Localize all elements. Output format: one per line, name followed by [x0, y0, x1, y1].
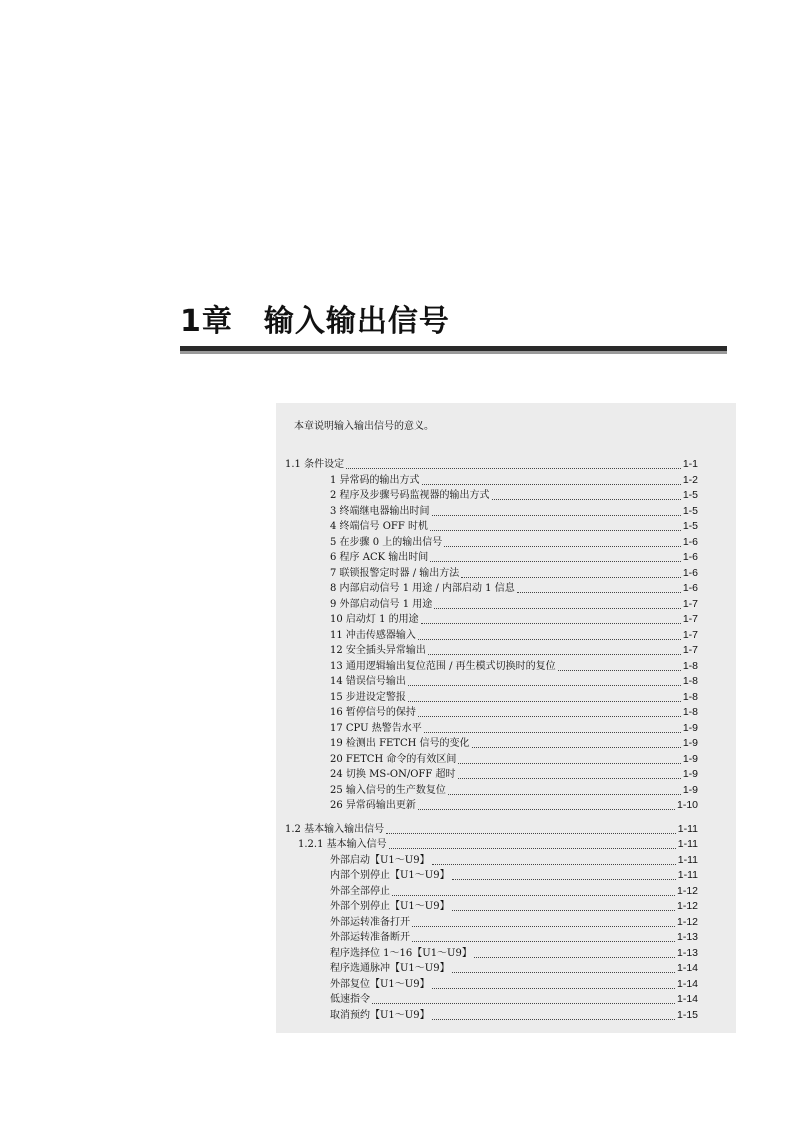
- table-of-contents: [276, 403, 736, 1033]
- toc-entry-page: 1-11: [677, 822, 698, 835]
- toc-entry-page: 1-7: [682, 597, 698, 610]
- toc-leader-dots: [458, 768, 681, 779]
- toc-leader-dots: [461, 567, 681, 578]
- toc-entry[interactable]: [330, 628, 698, 643]
- toc-entry-page: 1-8: [682, 675, 698, 687]
- toc-entry[interactable]: [330, 853, 698, 868]
- toc-leader-dots: [452, 900, 675, 911]
- toc-leader-dots: [389, 838, 676, 849]
- toc-leader-dots: [392, 885, 675, 896]
- toc-entry[interactable]: [330, 488, 698, 503]
- title-rule-shadow: [180, 351, 727, 354]
- toc-entry-page: 1-11: [677, 853, 698, 866]
- toc-entry-page: 1-11: [677, 838, 698, 850]
- toc-entry[interactable]: [330, 643, 698, 658]
- toc-entry[interactable]: [330, 705, 698, 720]
- toc-leader-dots: [558, 660, 681, 671]
- toc-entry-label: 1.1 条件设定: [285, 459, 345, 470]
- toc-leader-dots: [517, 582, 681, 593]
- toc-leader-dots: [458, 753, 680, 764]
- toc-leader-dots: [474, 947, 675, 958]
- toc-entry-label: 外部运转准备打开: [330, 916, 410, 928]
- toc-entry[interactable]: [330, 767, 698, 782]
- toc-leader-dots: [408, 675, 681, 686]
- toc-entry[interactable]: [330, 550, 698, 565]
- toc-leader-dots: [430, 551, 681, 562]
- toc-intro: 本章说明输入输出信号的意义。: [294, 421, 434, 432]
- toc-entry-page: 1-13: [676, 931, 698, 943]
- toc-entry-label: 24 切换 MS-ON/OFF 超时: [330, 769, 456, 780]
- toc-leader-dots: [432, 854, 676, 865]
- toc-leader-dots: [444, 536, 681, 547]
- toc-entry-label: 6 程序 ACK 输出时间: [330, 552, 429, 563]
- toc-entry[interactable]: [330, 798, 698, 813]
- toc-entry-label: 13 通用逻辑输出复位范围 / 再生模式切换时的复位: [330, 660, 556, 672]
- toc-entry-page: 1-9: [682, 768, 698, 780]
- toc-entry-page: 1-6: [682, 566, 698, 579]
- toc-entry-page: 1-5: [682, 489, 698, 501]
- toc-leader-dots: [452, 962, 675, 973]
- toc-entry[interactable]: [330, 946, 698, 961]
- toc-entry-page: 1-11: [677, 869, 698, 881]
- toc-leader-dots: [430, 520, 681, 531]
- toc-entry-label: 16 暂停信号的保持: [330, 707, 416, 718]
- toc-entry-page: 1-10: [676, 799, 698, 811]
- toc-entry[interactable]: [330, 690, 698, 705]
- toc-entry[interactable]: [330, 884, 698, 899]
- toc-entry-page: 1-5: [682, 504, 698, 517]
- toc-entry-label: 19 检测出 FETCH 信号的变化: [330, 738, 470, 749]
- toc-entry[interactable]: [330, 783, 698, 798]
- toc-entry[interactable]: [330, 915, 698, 930]
- toc-leader-dots: [386, 823, 676, 834]
- toc-entry-label: 内部个别停止【U1～U9】: [330, 870, 450, 881]
- toc-leader-dots: [428, 644, 681, 655]
- toc-leader-dots: [412, 916, 675, 927]
- toc-leader-dots: [424, 722, 681, 733]
- toc-entry-page: 1-1: [682, 458, 698, 470]
- toc-entry-page: 1-7: [682, 644, 698, 656]
- toc-entry-label: 程序选择位 1～16【U1～U9】: [330, 947, 472, 959]
- toc-entry-page: 1-12: [676, 915, 698, 928]
- toc-leader-dots: [432, 978, 675, 989]
- toc-entry-page: 1-6: [682, 535, 698, 548]
- toc-entry[interactable]: [330, 992, 698, 1007]
- toc-entry-label: 15 步进设定警报: [330, 691, 406, 703]
- toc-entry-label: 11 冲击传感器输入: [330, 629, 416, 641]
- toc-entry[interactable]: [330, 930, 698, 945]
- toc-entry[interactable]: [330, 473, 698, 488]
- toc-entry[interactable]: [330, 868, 698, 883]
- toc-entry[interactable]: [330, 674, 698, 689]
- toc-entry-page: 1-14: [676, 962, 698, 974]
- toc-entry-label: 26 异常码输出更新: [330, 800, 416, 811]
- toc-entry-page: 1-15: [676, 1008, 698, 1021]
- toc-entry-label: 2 程序及步骤号码监视器的输出方式: [330, 490, 490, 501]
- toc-entry[interactable]: [330, 977, 698, 992]
- toc-entry[interactable]: [330, 566, 698, 581]
- toc-entry-page: 1-9: [682, 783, 698, 796]
- toc-entry-label: 5 在步骤 0 上的输出信号: [330, 536, 443, 548]
- toc-entry[interactable]: [330, 899, 698, 914]
- toc-entry[interactable]: [330, 612, 698, 627]
- toc-entry-label: 20 FETCH 命令的有效区间: [330, 753, 457, 765]
- toc-entry[interactable]: [330, 721, 698, 736]
- toc-entry-label: 外部个别停止【U1～U9】: [330, 901, 450, 912]
- toc-entry-label: 外部运转准备断开: [330, 932, 410, 943]
- toc-leader-dots: [372, 993, 675, 1004]
- toc-entry-label: 17 CPU 热警告水平: [330, 722, 422, 734]
- toc-entry-label: 8 内部启动信号 1 用途 / 内部启动 1 信息: [330, 583, 515, 594]
- toc-leader-dots: [412, 931, 675, 942]
- toc-entry-page: 1-6: [682, 582, 698, 594]
- toc-entry-label: 取消预约【U1～U9】: [330, 1009, 430, 1021]
- toc-entry[interactable]: [298, 837, 698, 852]
- toc-entry-label: 10 启动灯 1 的用途: [330, 614, 419, 625]
- toc-leader-dots: [472, 737, 681, 748]
- toc-entry-page: 1-14: [676, 993, 698, 1005]
- toc-entry[interactable]: [330, 504, 698, 519]
- toc-entry-page: 1-12: [676, 884, 698, 897]
- toc-entry[interactable]: [330, 752, 698, 767]
- toc-leader-dots: [418, 799, 675, 810]
- toc-entry-label: 低速指令: [330, 994, 370, 1005]
- toc-entry[interactable]: [330, 597, 698, 612]
- toc-entry-label: 外部全部停止: [330, 885, 390, 897]
- toc-leader-dots: [421, 613, 681, 624]
- toc-entry[interactable]: [330, 736, 698, 751]
- toc-entry-label: 4 终端信号 OFF 时机: [330, 521, 428, 532]
- toc-entry-page: 1-5: [682, 520, 698, 532]
- toc-entry-page: 1-12: [676, 900, 698, 912]
- toc-leader-dots: [346, 458, 681, 469]
- chapter-title: 1章 输入输出信号: [180, 304, 450, 339]
- toc-leader-dots: [418, 706, 681, 717]
- toc-entry-page: 1-7: [682, 628, 698, 641]
- toc-leader-dots: [434, 598, 681, 609]
- toc-leader-dots: [418, 629, 681, 640]
- toc-entry-label: 1 异常码的输出方式: [330, 474, 420, 486]
- toc-leader-dots: [422, 474, 681, 485]
- toc-leader-dots: [492, 489, 681, 500]
- toc-entry-page: 1-9: [682, 752, 698, 765]
- toc-entry-label: 7 联锁报警定时器 / 输出方法: [330, 567, 460, 579]
- toc-entry-label: 外部复位【U1～U9】: [330, 978, 430, 990]
- toc-entry-page: 1-8: [682, 690, 698, 703]
- toc-entry-label: 1.2.1 基本输入信号: [298, 839, 387, 850]
- toc-entry-label: 3 终端继电器输出时间: [330, 505, 430, 517]
- toc-leader-dots: [448, 784, 681, 795]
- toc-entry-page: 1-14: [676, 977, 698, 990]
- toc-entry[interactable]: [330, 961, 698, 976]
- toc-entry-label: 1.2 基本输入输出信号: [285, 823, 385, 835]
- toc-entry[interactable]: [330, 519, 698, 534]
- toc-entry-page: 1-7: [682, 613, 698, 625]
- toc-entry-page: 1-8: [682, 706, 698, 718]
- toc-entry-page: 1-2: [682, 473, 698, 486]
- toc-entry[interactable]: [330, 581, 698, 596]
- toc-entry-label: 9 外部启动信号 1 用途: [330, 598, 433, 610]
- toc-entry-label: 14 错误信号输出: [330, 676, 406, 687]
- toc-entry-page: 1-8: [682, 659, 698, 672]
- toc-entry-label: 外部启动【U1～U9】: [330, 854, 430, 866]
- toc-entry-page: 1-6: [682, 551, 698, 563]
- toc-entry-page: 1-9: [682, 737, 698, 749]
- toc-entry[interactable]: [330, 659, 698, 674]
- toc-entry-label: 程序选通脉冲【U1～U9】: [330, 963, 450, 974]
- toc-entry[interactable]: [330, 535, 698, 550]
- toc-entry-page: 1-13: [676, 946, 698, 959]
- toc-leader-dots: [432, 1009, 675, 1020]
- toc-entry[interactable]: [330, 1008, 698, 1023]
- toc-entry[interactable]: [285, 457, 698, 472]
- toc-entry[interactable]: [285, 822, 698, 837]
- toc-entry-label: 12 安全插头异常输出: [330, 645, 426, 656]
- toc-leader-dots: [408, 691, 681, 702]
- toc-entry-label: 25 输入信号的生产数复位: [330, 784, 446, 796]
- toc-leader-dots: [452, 869, 676, 880]
- toc-leader-dots: [432, 505, 681, 516]
- toc-entry-page: 1-9: [682, 721, 698, 734]
